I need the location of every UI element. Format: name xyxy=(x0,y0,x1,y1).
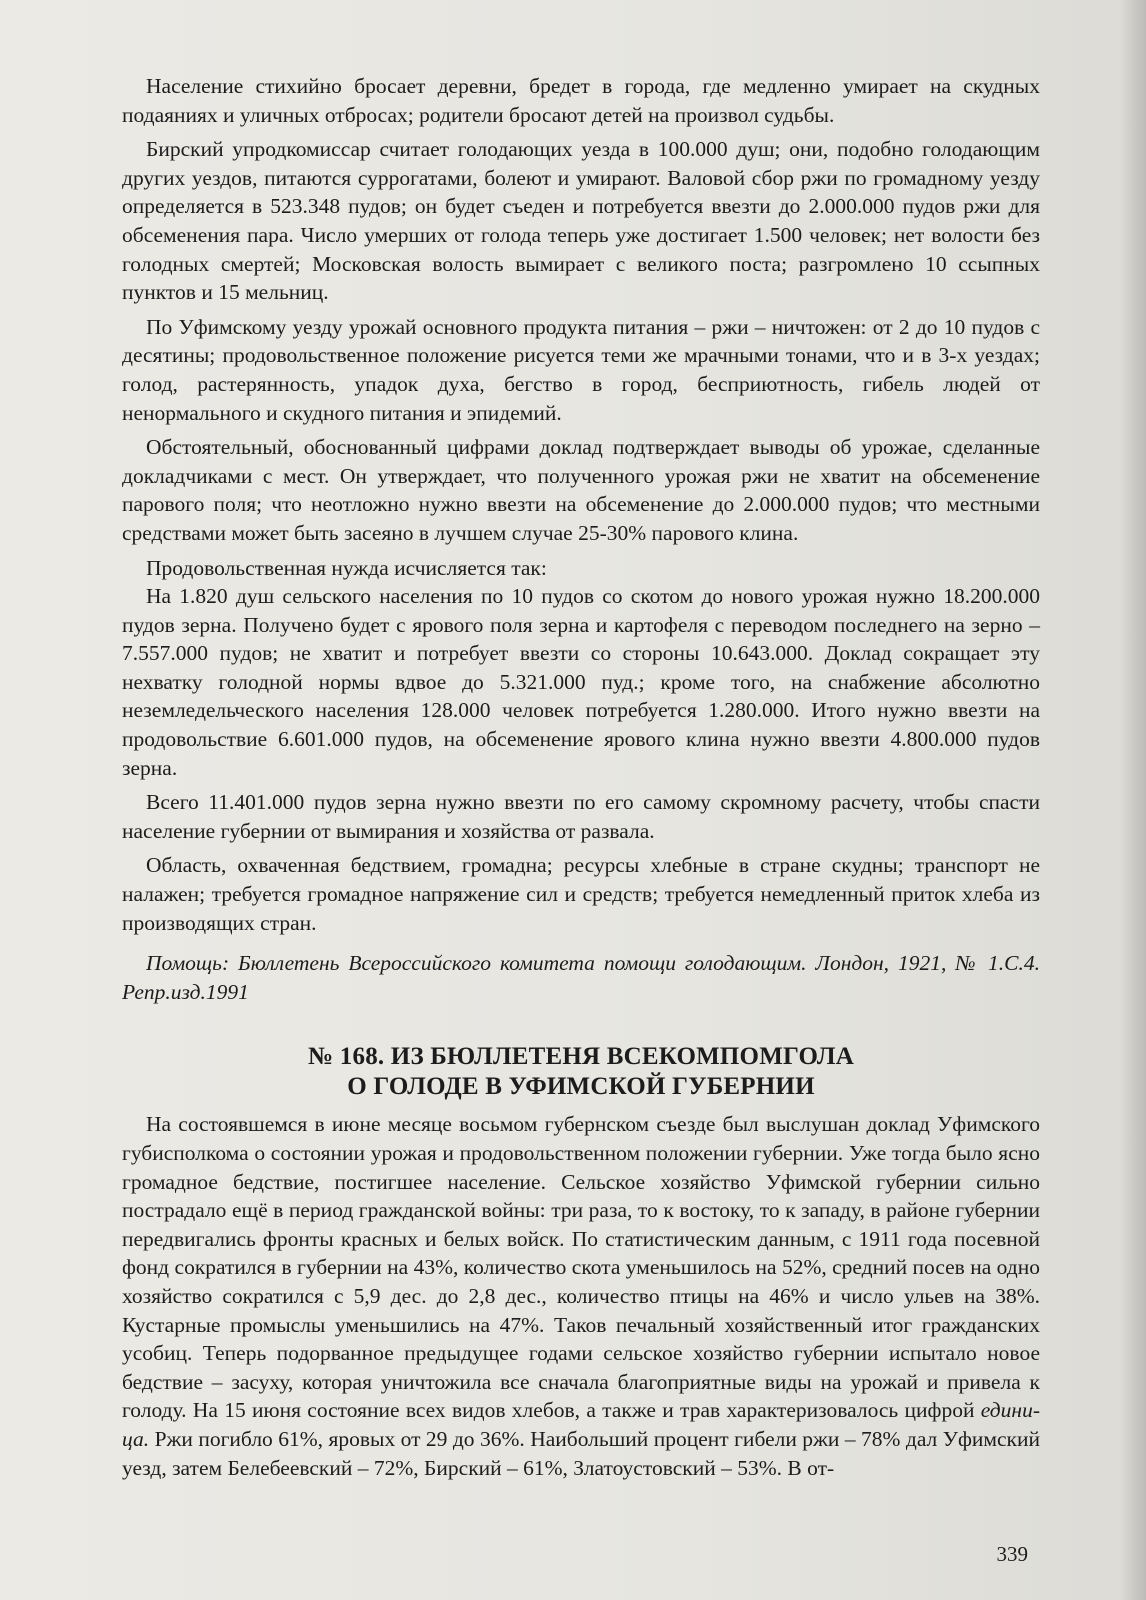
heading-line-2: О ГОЛОДЕ В УФИМСКОЙ ГУБЕРНИИ xyxy=(347,1073,815,1101)
text-body xyxy=(122,72,1040,1482)
heading-line-1: № 168. ИЗ БЮЛЛЕТЕНЯ ВСЕКОМПОМГОЛА xyxy=(308,1043,854,1071)
paragraph-bottom-italic: единица. xyxy=(122,1398,1041,1451)
source-citation: Помощь: Бюллетень Всероссийского комитета помощи голодающим. Лондон, 1921, № 1.С.4. Репр.изд.1991 xyxy=(122,951,1040,1004)
page-number: 339 xyxy=(996,1542,1028,1566)
document-heading xyxy=(122,1042,1040,1102)
paragraph-2: Бирский упродкомиссар считает голодающих уезда в 100.000 душ; они, подобно голодающим других уездов, питаются суррогатами, болеют и умирают. Валовой сбор ржи по громадному уезду определяется в 523.348 пудов; он будет съеден и потребуется ввезти до 2.000.000 пудов ржи для обсеменения пара. Число умерших от голода теперь уже достигает 1.500 человек; нет волости без голодных смертей; Московская волость вымирает с великого поста; разгромлено 10 ссыпных пунктов и 15 мельниц. xyxy=(122,137,1040,305)
paragraph-8: Область, охваченная бедствием, громадна; ресурсы хлебные в стране скудны; транспорт не налажен; требуется громадное напряжение сил и средств; требуется немедленный приток хлеба из производящих стран. xyxy=(122,853,1040,935)
page-spine-shadow xyxy=(1120,0,1146,1600)
paragraph-7: Всего 11.401.000 пудов зерна нужно ввезти по его самому скромному расчету, чтобы спасти население губернии от вымирания и хозяйства от развала. xyxy=(122,790,1040,843)
paragraph-1: Население стихийно бросает деревни, бредет в города, где медленно умирает на скудных подаяниях и уличных отбросах; родители бросают детей на произвол судьбы. xyxy=(122,74,1040,127)
paragraph-bottom-main: На состоявшемся в июне месяце восьмом губернском съезде был выслушан доклад Уфимского губисполкома о состоянии урожая и продовольственном положении губернии. Уже тогда было ясно громадное бедствие, постигшее население. Сельское хозяйство Уфимской губернии сильно пострадало ещё в период гражданской войны: три раза, то к востоку, то к западу, в районе губернии передвигались фронты красных и белых войск. По статистическим данным, с 1911 года посевной фонд сократился в губернии на 43%, количество скота уменьшилось на 52%, средний посев на одно хозяйство сократился с 5,9 дес. до 2,8 дес., количество птицы на 46% и число ульев на 38%. Кустарные промыслы уменьшились на 47%. Таков печальный хозяйственный итог гражданских усобиц. Теперь подорванное предыдущее годами сельское хозяйство губернии испытало новое бедствие – засуху, которая уничтожила все сначала благоприятные виды на урожай и привела к голоду. На 15 июня состояние всех видов хлебов, а также и трав характеризовалось цифрой xyxy=(122,1112,1040,1423)
paragraph-3: По Уфимскому уезду урожай основного продукта питания – ржи – ничтожен: от 2 до 10 пудов с десятины; продовольственное положение рисуется теми же мрачными тонами, что и в 3-х уездах; голод, растерянность, упадок духа, бегство в город, бесприютность, гибель людей от ненормального и скудного питания и эпидемий. xyxy=(122,314,1040,425)
paragraph-4: Обстоятельный, обоснованный цифрами доклад подтверждает выводы об урожае, сделанные докладчиками с мест. Он утверждает, что полученного урожая ржи не хватит на обсеменение парового поля; что неотложно нужно ввезти на обсеменение до 2.000.000 пудов; что местными средствами может быть засеяно в лучшем случае 25-30% парового клина. xyxy=(122,435,1040,545)
paragraph-6: На 1.820 душ сельского населения по 10 пудов со скотом до нового урожая нужно 18.200.000 пудов зерна. Получено будет с ярового поля зерна и картофеля с переводом последнего на зерно – 7.557.000 пудов; не хватит и потребует ввезти со стороны 10.643.000. Доклад сокращает эту нехватку голодной нормы вдвое до 5.321.000 пуд.; кроме того, на снабжение абсолютно неземледельческого населения 128.000 человек потребуется 1.280.000. Итого нужно ввезти на продовольствие 6.601.000 пудов, на обсеменение ярового клина нужно ввезти 4.800.000 пудов зерна. xyxy=(122,584,1040,780)
paragraph-5: Продовольственная нужда исчисляется так: xyxy=(146,555,547,580)
paragraph-bottom xyxy=(122,1110,1040,1482)
paragraph-bottom-tail: Ржи погибло 61%, яровых от 29 до 36%. Наибольший процент гибели ржи – 78% дал Уфимский уезд, затем Белебеевский – 72%, Бирский – 61%, Златоустовский – 53%. В от- xyxy=(122,1426,1040,1480)
